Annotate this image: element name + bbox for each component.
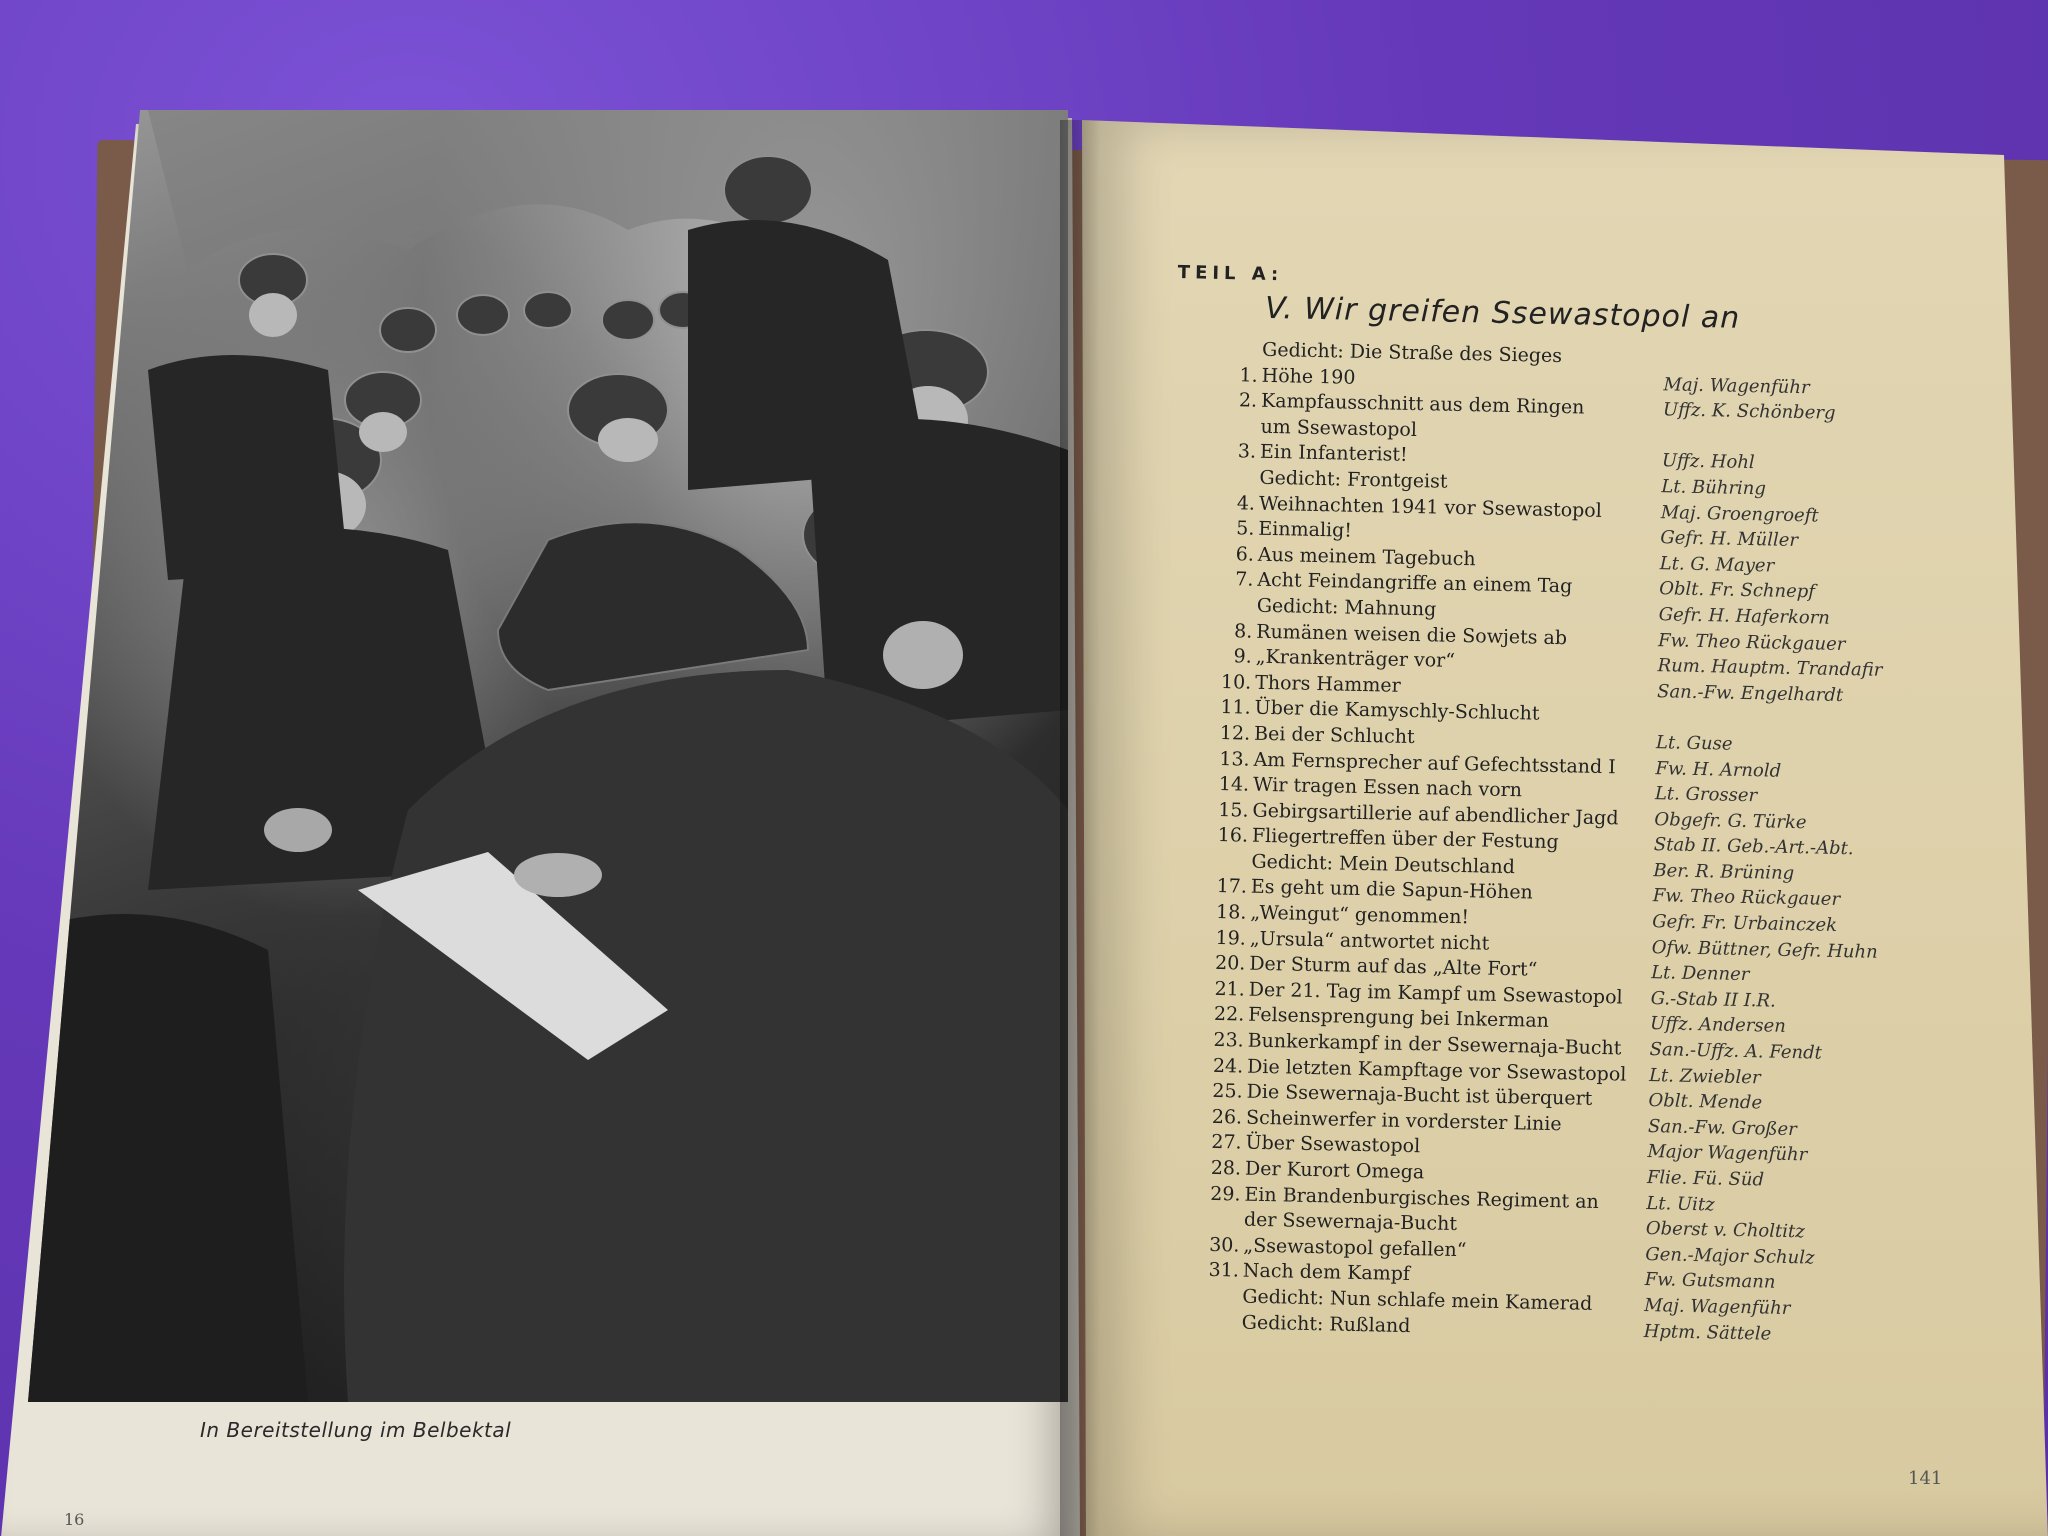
toc-entry-title: Thors Hammer <box>1254 671 1401 697</box>
toc-entry-number: 6. <box>1235 543 1255 566</box>
toc-entry-title: Über die Kamyschly-Schlucht <box>1254 697 1540 725</box>
toc-entry-number: 5. <box>1236 517 1255 540</box>
toc-entry-title: Nach dem Kampf <box>1242 1259 1411 1286</box>
toc-entry-title: Am Fernsprecher auf Gefechtsstand I <box>1253 748 1616 778</box>
toc-entry-title: „Ssewastopol gefallen“ <box>1243 1234 1467 1262</box>
toc-entry-number: 30. <box>1208 1233 1240 1257</box>
toc-entry-title: Gedicht: Nun schlafe mein Kamerad <box>1242 1285 1593 1315</box>
toc-entry-number: 18. <box>1215 901 1247 924</box>
toc-list <box>1156 336 2037 1352</box>
toc-entry-author: Lt. Denner <box>1650 962 1750 986</box>
toc-entry-title: der Ssewernaja-Bucht <box>1243 1208 1458 1236</box>
toc-entry-number <box>1176 336 1263 363</box>
toc-entry-number: 24. <box>1212 1054 1244 1078</box>
toc-entry-author: Lt. Zwiebler <box>1648 1064 1761 1089</box>
part-label: TEIL A: <box>1177 262 1284 286</box>
toc-entry-title: Der Kurort Omega <box>1244 1157 1425 1184</box>
toc-entry-author: San.-Fw. Großer <box>1647 1115 1797 1140</box>
toc-entry-number: 26. <box>1211 1105 1243 1129</box>
toc-entry-title: „Ursula“ antwortet nicht <box>1249 927 1490 955</box>
toc-entry-number: 23. <box>1213 1028 1244 1052</box>
toc-entry-author: Fw. Gutsmann <box>1644 1269 1776 1294</box>
toc-entry-title: Rumänen weisen die Sowjets ab <box>1256 620 1568 649</box>
left-page-number: 16 <box>64 1510 85 1529</box>
toc-entry-title: Es geht um die Sapun-Höhen <box>1250 876 1534 905</box>
toc-entry-title: Bunkerkampf in der Ssewernaja-Bucht <box>1247 1029 1622 1060</box>
toc-entry-title: Die letzten Kampftage vor Ssewastopol <box>1246 1055 1627 1086</box>
toc-entry-number <box>1173 464 1260 491</box>
toc-entry-author: Stab II. Geb.-Art.-Abt. <box>1653 834 1854 860</box>
toc-entry-number: 13. <box>1219 747 1250 771</box>
toc-entry-title: Der 21. Tag im Kampf um Ssewastopol <box>1248 978 1623 1009</box>
toc-entry-title: Scheinwerfer in vorderster Linie <box>1245 1106 1562 1136</box>
toc-entry-author: Oberst v. Choltitz <box>1645 1218 1805 1243</box>
toc-entry-author: Hptm. Sättele <box>1643 1320 1772 1345</box>
toc-entry-number: 12. <box>1219 721 1251 745</box>
toc-entry-author: Rum. Hauptm. Trandafir <box>1657 655 1883 681</box>
toc-entry-number: 21. <box>1214 977 1246 1001</box>
toc-entry-number: 28. <box>1210 1156 1242 1180</box>
toc-entry-title: Wir tragen Essen nach vorn <box>1252 773 1523 802</box>
toc-entry-author: Gefr. H. Müller <box>1660 527 1799 552</box>
soldiers-photo <box>28 110 1068 1402</box>
toc-entry-number: 14. <box>1218 773 1250 796</box>
toc-entry-number: 31. <box>1208 1259 1240 1282</box>
toc-entry-title: Über Ssewastopol <box>1245 1132 1421 1158</box>
toc-entry-author: Lt. Uitz <box>1646 1192 1715 1216</box>
toc-entry-author: Maj. Groengroeft <box>1660 501 1819 527</box>
toc-entry-number: 1. <box>1239 363 1258 387</box>
toc-entry-author: Fw. Theo Rückgauer <box>1652 885 1841 911</box>
table-of-contents <box>1156 262 2038 1352</box>
toc-entry-author: Gefr. H. Haferkorn <box>1658 604 1831 629</box>
toc-entry-author: Fw. Theo Rückgauer <box>1657 629 1846 655</box>
toc-entry-number: 22. <box>1213 1003 1245 1026</box>
toc-entry-title: Gedicht: Mein Deutschland <box>1251 850 1516 879</box>
toc-entry-title: Höhe 190 <box>1261 364 1356 389</box>
toc-entry-title: Gedicht: Die Straße des Sieges <box>1261 338 1563 368</box>
toc-entry-title: um Ssewastopol <box>1260 415 1418 441</box>
toc-entry-number: 11. <box>1220 696 1251 719</box>
toc-entry-number: 10. <box>1220 670 1252 694</box>
toc-entry-title: Kampfausschnitt aus dem Ringen <box>1260 389 1585 419</box>
toc-entry-author: Uffz. Hohl <box>1661 450 1755 474</box>
toc-entry-title: Einmalig! <box>1258 517 1353 542</box>
toc-entry-title: Der Sturm auf das „Alte Fort“ <box>1249 952 1538 981</box>
toc-entry-number: 2. <box>1238 389 1258 412</box>
photo-caption: In Bereitstellung im Belbektal <box>200 1418 512 1442</box>
toc-entry-title: Bei der Schlucht <box>1253 722 1415 748</box>
photo-illustration <box>28 110 1068 1402</box>
toc-entry-number: 20. <box>1214 952 1246 975</box>
toc-entry-number: 17. <box>1216 875 1248 899</box>
toc-entry-title: Weihnachten 1941 vor Ssewastopol <box>1258 492 1603 522</box>
toc-entry-author: Major Wagenführ <box>1647 1141 1808 1166</box>
toc-entry-author: Ber. R. Brüning <box>1653 859 1795 884</box>
toc-entry-author: Maj. Wagenführ <box>1644 1294 1791 1320</box>
toc-entry-title: Gebirgsartillerie auf abendlicher Jagd <box>1252 799 1619 830</box>
toc-entry-author: Flie. Fü. Süd <box>1646 1167 1765 1191</box>
toc-entry-author: Lt. Bühring <box>1661 476 1767 500</box>
spine-shadow <box>1060 120 1100 1536</box>
toc-entry-number: 27. <box>1211 1131 1242 1154</box>
toc-entry-author: G.-Stab II I.R. <box>1650 987 1777 1012</box>
toc-entry-number <box>1156 1308 1243 1335</box>
toc-entry-number <box>1156 1283 1243 1310</box>
toc-entry-author: Fw. H. Arnold <box>1655 757 1782 782</box>
toc-entry-author: Gefr. Fr. Urbainczek <box>1652 911 1838 937</box>
toc-entry-title: Gedicht: Frontgeist <box>1259 466 1448 493</box>
toc-entry-number <box>1171 592 1258 619</box>
toc-entry-title: Gedicht: Rußland <box>1241 1311 1411 1337</box>
toc-entry-author: San.-Fw. Engelhardt <box>1656 680 1844 706</box>
toc-entry-number: 29. <box>1210 1182 1241 1206</box>
toc-entry-author: Obgefr. G. Türke <box>1654 808 1807 833</box>
toc-entry-title: Acht Feindangriffe an einem Tag <box>1257 569 1573 598</box>
toc-entry-title: Gedicht: Mahnung <box>1256 594 1437 621</box>
toc-entry-title: Ein Infanterist! <box>1259 441 1408 467</box>
toc-entry-number: 9. <box>1233 645 1252 668</box>
toc-entry-author: Gen.-Major Schulz <box>1645 1243 1815 1269</box>
toc-entry-number: 4. <box>1236 491 1256 515</box>
toc-entry-title: „Krankenträger vor“ <box>1255 645 1456 673</box>
toc-entry-number <box>1165 848 1252 875</box>
toc-entry-number <box>1174 413 1261 440</box>
toc-entry-author: Lt. Guse <box>1655 732 1733 755</box>
toc-entry-number: 8. <box>1233 619 1253 643</box>
toc-entry-title: Felsensprengung bei Inkerman <box>1248 1004 1550 1033</box>
toc-entry-author: Uffz. K. Schönberg <box>1662 399 1836 424</box>
toc-entry-title: Die Ssewernaja-Bucht ist überquert <box>1246 1080 1593 1111</box>
toc-entry-author: Uffz. Andersen <box>1649 1013 1787 1038</box>
toc-entry-number: 7. <box>1234 568 1254 591</box>
right-page-number: 141 <box>1908 1468 1943 1489</box>
toc-entry-number: 15. <box>1218 798 1249 822</box>
toc-entry-author: Lt. G. Mayer <box>1659 552 1775 577</box>
toc-entry-author: Lt. Grosser <box>1654 783 1758 807</box>
toc-entry-number: 3. <box>1237 440 1257 464</box>
chapter-title: V. Wir greifen Ssewastopol an <box>1264 290 1741 336</box>
toc-entry-title: Ein Brandenburgisches Regiment an <box>1244 1183 1600 1213</box>
toc-entry-author: Ofw. Büttner, Gefr. Huhn <box>1651 936 1878 963</box>
toc-entry-author: Oblt. Mende <box>1648 1090 1763 1114</box>
toc-entry-title: Aus meinem Tagebuch <box>1257 543 1476 571</box>
toc-entry-number: 25. <box>1212 1080 1243 1103</box>
toc-entry-author: Maj. Wagenführ <box>1663 373 1810 398</box>
toc-entry-title: „Weingut“ genommen! <box>1250 901 1470 929</box>
toc-entry-author: San.-Uffz. A. Fendt <box>1649 1039 1823 1064</box>
toc-entry-number <box>1158 1206 1245 1233</box>
toc-entry-title: Fliegertreffen über der Festung <box>1251 824 1559 854</box>
toc-entry-number: 16. <box>1217 824 1249 847</box>
toc-entry-author: Oblt. Fr. Schnepf <box>1659 578 1816 603</box>
toc-entry-number: 19. <box>1215 926 1247 950</box>
